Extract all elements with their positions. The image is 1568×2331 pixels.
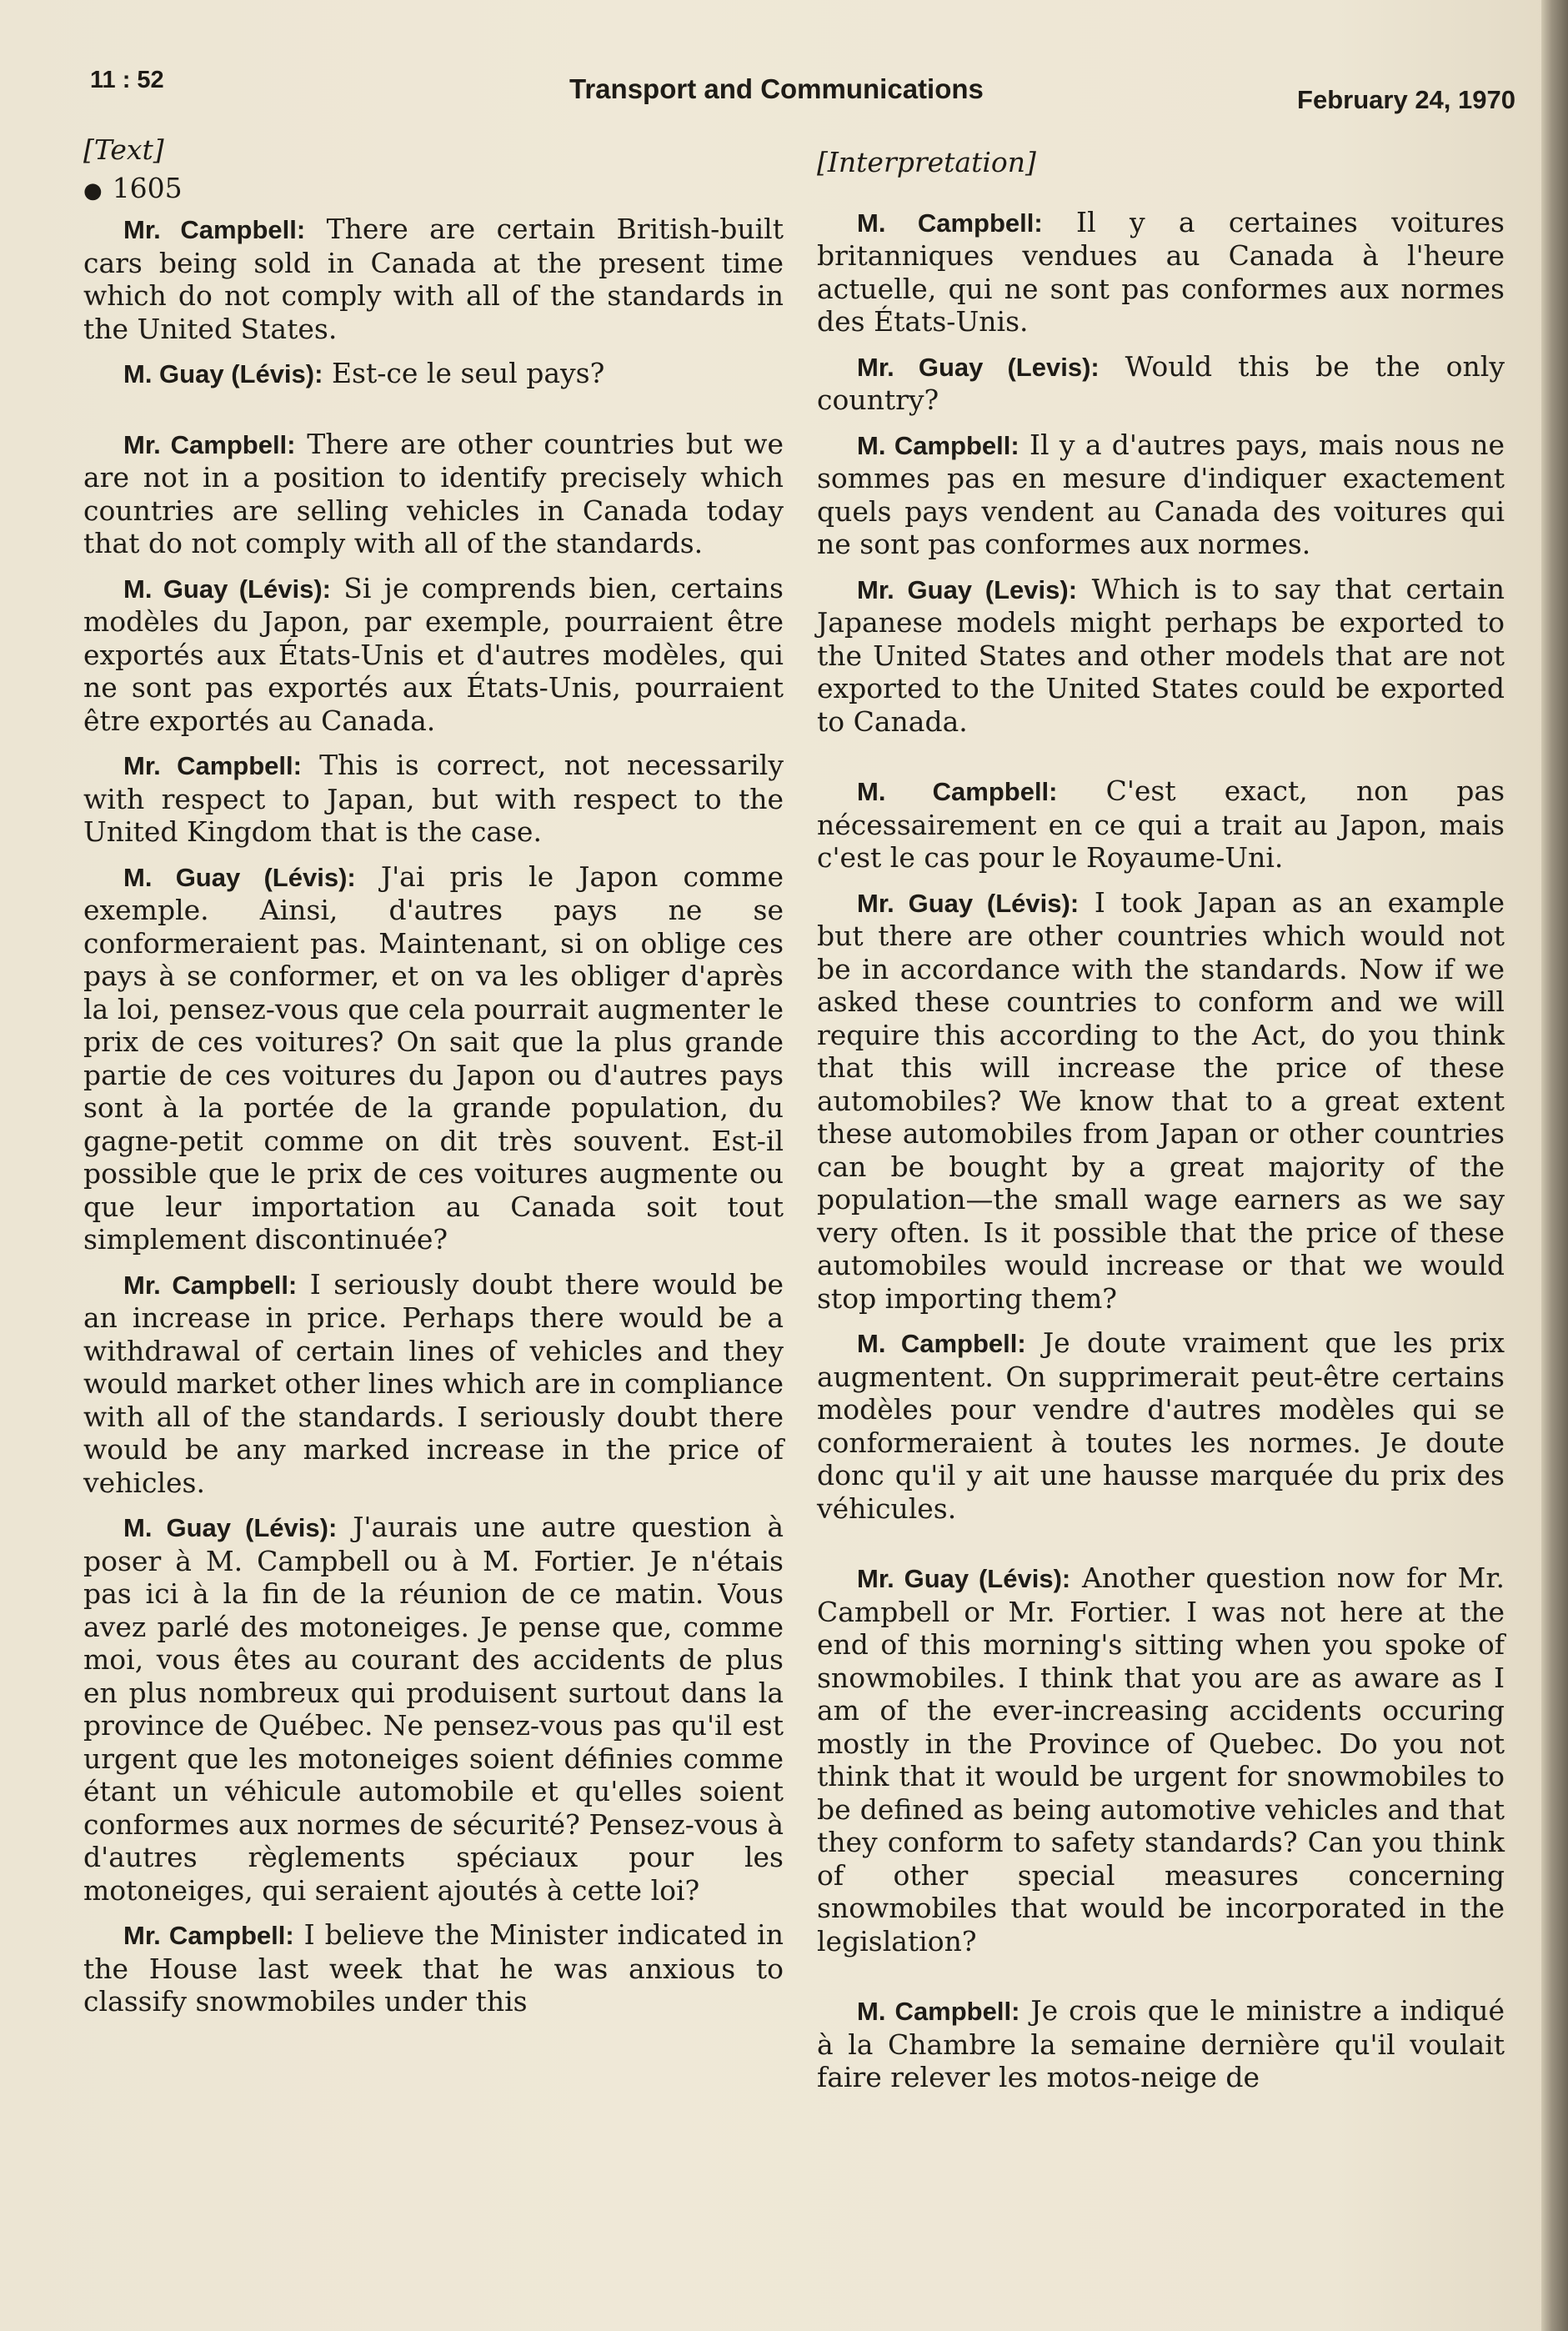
paragraph (817, 1994, 1505, 2094)
speaker-name: M. Campbell: (857, 208, 1043, 238)
time-marker-value: 1605 (112, 171, 183, 204)
paragraph-text: I believe the Minister indicated in the House last week that he was anxious to classify snowmobiles under this (83, 1918, 784, 2018)
page-header (90, 58, 1515, 117)
paragraph-text: Je doute vraiment que les prix augmentent. On supprimerait peut-être certains modèles pour vendre d'autres modèles qui se conformeraient à toutes les normes. Je doute donc qu'il y ait une hausse marquée du prix des véhicules. (817, 1326, 1505, 1525)
paragraph (817, 429, 1505, 561)
paragraph-text: Another question now for Mr. Campbell or Mr. Fortier. I was not here at the end of this morning's sitting when you spoke of snowmobiles. I think that you are as aware as I am of the ever-increasing accidents occuring mostly in the Province of Quebec. Do you not think that it would be urgent for snowmobiles to be defined as being automotive vehicles and that they conform to safety standards? Can you think of other special measures concerning snowmobiles that would be incorporated in the legislation? (817, 1562, 1505, 1958)
interpretation-label: [Interpretation] (817, 146, 1036, 178)
paragraph (83, 749, 784, 849)
speaker-name: M. Guay (Lévis): (123, 574, 331, 604)
paragraph (83, 1511, 784, 1907)
paragraph-text: I took Japan as an example but there are other countries which would not be in accordance with the standards. Now if we asked these countries to conform and we will require this according to the Act, do you think that this will increase the price of these automobiles? We know that to a great extent these automobiles from Japan or other countries can be bought by a great majority of the population—the small wage earners as we say very often. Is it possible that the price of these automobiles would increase or that we would stop importing them? (817, 885, 1505, 1315)
speaker-name: M. Guay (Lévis): (123, 1513, 338, 1542)
paragraph-text: Je crois que le ministre a indiqué à la Chambre la semaine dernière qu'il voulait faire relever les motos-neige de (817, 1994, 1505, 2093)
speaker-name: Mr. Campbell: (123, 751, 302, 780)
right-column (817, 146, 1505, 2106)
paragraph (817, 206, 1505, 338)
speaker-name: Mr. Campbell: (123, 1270, 298, 1300)
paragraph-text: Which is to say that certain Japanese models might perhaps be exported to the United States and other models that are not exported to the United States could be exported to Canada. (817, 572, 1505, 738)
paragraph-text: This is correct, not necessarily with respect to Japan, but with respect to the United Kingdom that is the case. (83, 749, 784, 848)
paragraph (83, 1918, 784, 2018)
paragraph (817, 350, 1505, 417)
speaker-name: Mr. Guay (Levis): (857, 574, 1078, 604)
paragraph-text: Si je comprends bien, certains modèles du Japon, par exemple, pourraient être exportés aux États-Unis et d'autres modèles, qui ne sont pas exportés aux États-Unis, pourraient être exportés au Canada. (83, 571, 784, 737)
speaker-name: Mr. Campbell: (123, 1921, 294, 1950)
paragraph (83, 357, 784, 391)
speaker-name: M. Campbell: (857, 777, 1058, 806)
speaker-name: Mr. Campbell: (123, 215, 306, 244)
book-spine-edge (1541, 0, 1568, 2331)
paragraph-text: Il y a d'autres pays, mais nous ne sommes pas en mesure d'indiquer exactement quels pays vendent au Canada des voitures qui ne sont pas conformes aux normes. (817, 428, 1505, 560)
paragraph (83, 213, 784, 345)
paragraph (817, 1562, 1505, 1958)
page-number: 11 : 52 (90, 67, 164, 93)
header-date: February 24, 1970 (1297, 85, 1515, 114)
speaker-name: Mr. Campbell: (123, 429, 296, 459)
paragraph (817, 774, 1505, 875)
speaker-name: Mr. Guay (Lévis): (857, 1564, 1071, 1593)
paragraph (83, 428, 784, 560)
paragraph-text: Est-ce le seul pays? (331, 357, 605, 389)
paragraph-text: Would this be the only country? (817, 349, 1505, 416)
paragraph-text: There are other countries but we are not in a position to identify precisely which countries are selling vehicles in Canada today that do not comply with all of the standards. (83, 427, 784, 559)
paragraph (83, 860, 784, 1256)
paragraph-text: J'ai pris le Japon comme exemple. Ainsi, d'autres pays ne se conformeraient pas. Maintenant, si on oblige ces pays à se conformer, et on va les obliger d'après la loi, pensez-vous que cela pourrait augmenter le prix de ces voitures? On sait que la plus grande partie de ces voitures du Japon ou d'autres pays sont à la portée de la grande population, du gagne-petit comme on dit très souvent. Est-il possible que le prix de ces voitures augmente ou que leur importation au Canada soit tout simplement discontinuée? (83, 860, 784, 1256)
paragraph (817, 1326, 1505, 1525)
speaker-name: M. Guay (Lévis): (123, 359, 323, 388)
paragraph-text: C'est exact, non pas nécessairement en ce qui a trait au Japon, mais c'est le cas pour le Royaume-Uni. (817, 774, 1505, 874)
paragraph (817, 573, 1505, 739)
speaker-name: M. Guay (Lévis): (123, 862, 356, 892)
speaker-name: M. Campbell: (857, 1997, 1020, 2026)
left-column (83, 133, 784, 2030)
speaker-name: Mr. Guay (Levis): (857, 352, 1100, 382)
paragraph (83, 572, 784, 738)
speaker-name: Mr. Guay (Lévis): (857, 888, 1080, 918)
bullet-icon: ● (83, 178, 103, 203)
paragraph-text: Il y a certaines voitures britanniques vendues au Canada à l'heure actuelle, qui ne sont pas conformes aux normes des États-Unis. (817, 205, 1505, 338)
speaker-name: M. Campbell: (857, 430, 1019, 460)
paragraph-text: I seriously doubt there would be an increase in price. Perhaps there would be a withdrawal of certain lines of vehicles and they would market other lines which are in compliance with all of the standards. I seriously doubt there would be any marked increase in the price of vehicles. (83, 1267, 784, 1499)
running-title: Transport and Communications (569, 73, 984, 104)
paragraph-text: J'aurais une autre question à poser à M. Campbell ou à M. Fortier. Je n'étais pas ici à la fin de la réunion de ce matin. Vous avez parlé des motoneiges. Je pense que, comme moi, vous êtes au courant des accidents de plus en plus nombreux qui produisent surtout dans la province de Québec. Ne pensez-vous pas qu'il est urgent que les motoneiges soient définies comme étant un véhicule automobile et qu'elles soient conformes aux normes de sécurité? Pensez-vous à d'autres règlements spéciaux pour les motoneiges, qui seraient ajoutés à cette loi? (83, 1511, 784, 1907)
paragraph-text: There are certain British-built cars being sold in Canada at the present time which do not comply with all of the standards in the United States. (83, 213, 784, 345)
time-marker (83, 172, 784, 208)
speaker-name: M. Campbell: (857, 1329, 1026, 1358)
paragraph (817, 886, 1505, 1316)
text-label: [Text] (83, 133, 164, 166)
paragraph (83, 1268, 784, 1500)
